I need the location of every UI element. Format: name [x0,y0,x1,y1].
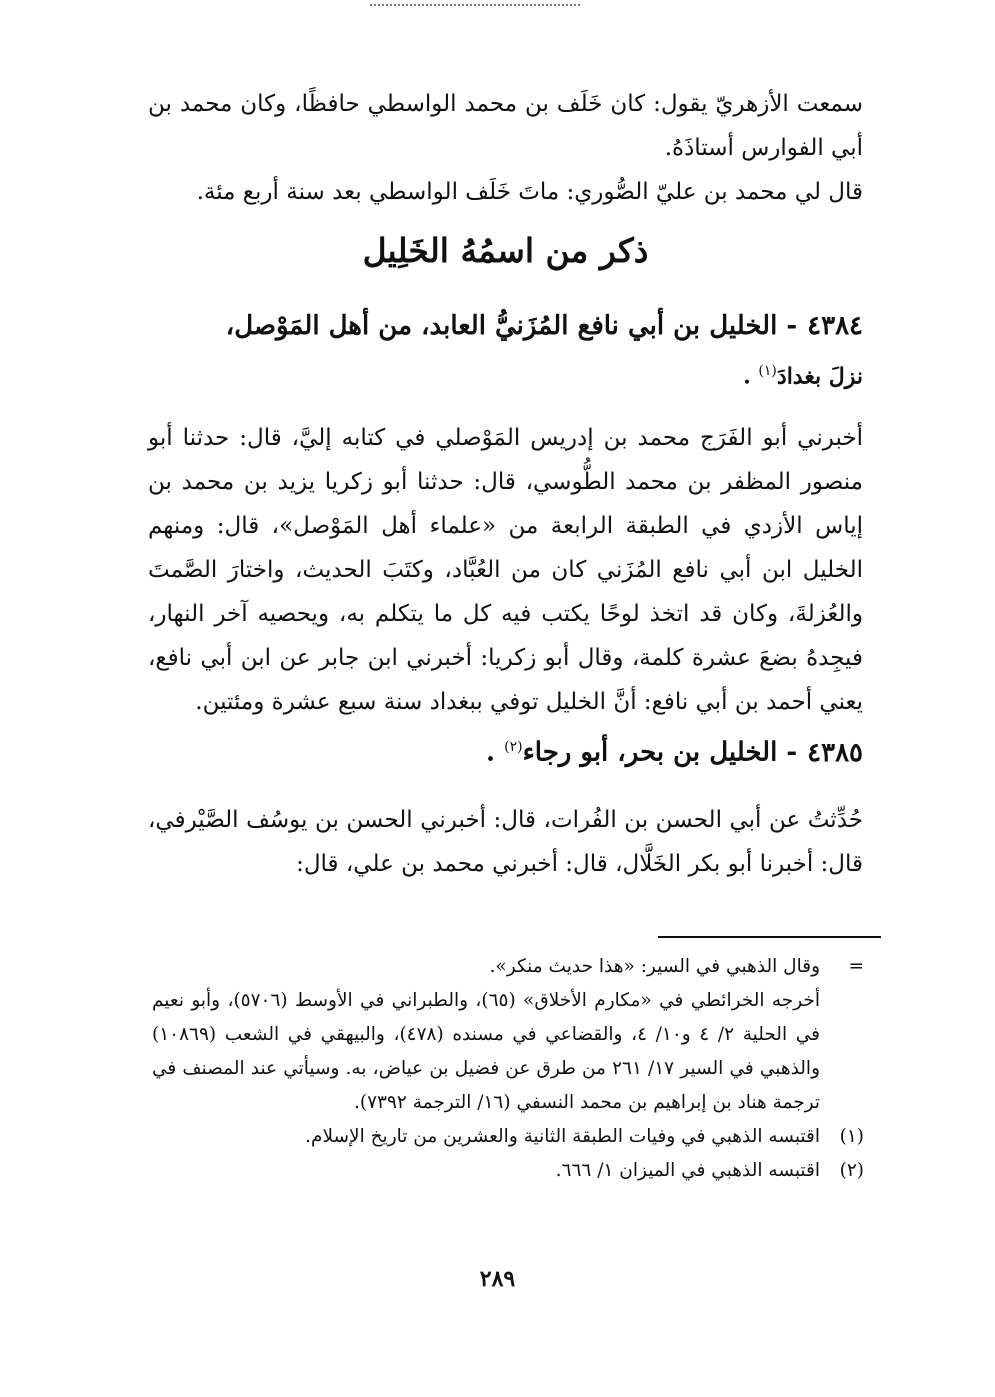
page-body [148,82,863,886]
entry-4384-title-cont: نزلَ بغدادَ [776,363,863,390]
footnote-text: وقال الذهبي في السير: «هذا حديث منكر». [489,956,820,977]
intro-paragraph-2: قال لي محمد بن عليّ الصُّوري: ماتَ خَلَف الواسطي بعد سنة أربع مئة. [196,179,863,205]
intro-paragraph-1: سمعت الأزهريّ يقول: كان خَلَف بن محمد الواسطي حافظًا، وكان محمد بن أبي الفوارس أستاذَهُ. [148,91,863,161]
entry-4384-title: - الخليل بن أبي نافع المُزَنيُّ العابد، من أهل المَوْصل، [225,311,798,341]
footnote-mark: (٢) [839,1160,864,1181]
footnotes [152,950,864,1188]
page-number: ٢٨٩ [479,1266,516,1292]
footnote-ref-2: (٢) [504,739,523,756]
footnote-2 [152,1154,864,1188]
footnote-continuation [152,950,864,984]
footnote-mark: (١) [839,1126,864,1147]
footnote-ref-1: (١) [758,363,777,379]
footnote-1 [152,1120,864,1154]
entry-4384-number: ٤٣٨٤ [807,311,863,341]
footnote-continuation-2 [152,984,864,1120]
entry-4385-title-end: . [485,737,496,768]
entry-4385-title: - الخليل بن بحر، أبو رجاء [522,737,798,768]
entry-4385-heading [148,724,863,776]
entry-4384-heading [148,303,863,349]
footnote-text: اقتبسه الذهبي في وفيات الطبقة الثانية والعشرين من تاريخ الإسلام. [305,1126,820,1147]
entry-4384-heading-cont [148,349,863,398]
footnote-text: اقتبسه الذهبي في الميزان ١/ ٦٦٦. [555,1160,820,1181]
section-title: ذكر من اسمُهُ الخَلِيل [362,231,649,270]
entry-4384-title-end: . [743,363,751,390]
scan-top-mark [370,4,580,10]
footnote-mark: = [848,956,864,977]
entry-4385-body: حُدِّثتُ عن أبي الحسن بن الفُرات، قال: أخبرني الحسن بن يوسُف الصَّيْرفي، قال: أخبرنا أبو بكر الخَلَّال، قال: أخبرني محمد بن علي، قال: [148,806,863,877]
entry-4385-number: ٤٣٨٥ [807,737,863,768]
footnote-separator [658,936,881,938]
footnote-text: أخرجه الخرائطي في «مكارم الأخلاق» (٦٥)، والطبراني في الأوسط (٥٧٠٦)، وأبو نعيم في الحلية ٢/ ٤ و١٠/ ٤، والقضاعي في مسنده (٤٧٨)، والبيهقي في الشعب (١٠٨٦٩) والذهبي في السير ١٧/ ٢٦١ من طرق عن فضيل بن عياض، به. وسيأتي عند المصنف في ترجمة هناد بن إبراهيم بن محمد النسفي (١٦/ الترجمة ٧٣٩٢). [152,990,821,1113]
entry-4384-body: أخبرني أبو الفَرَج محمد بن إدريس المَوْصلي في كتابه إليَّ، قال: حدثنا أبو منصور المظفر بن محمد الطُّوسي، قال: حدثنا أبو زكريا يزيد بن محمد بن إياس الأزدي في الطبقة الرابعة من «علماء أهل المَوْصل»، قال: ومنهم الخليل ابن أبي نافع المُزَني كان من العُبَّاد، وكتَبَ الحديث، واختارَ الصَّمتَ والعُزلةَ، وكان قد اتخذ لوحًا يكتب فيه كل ما يتكلم به، ويحصيه آخر النهار، فيجِدهُ بضعَ عشرة كلمة، وقال أبو زكريا: أخبرني ابن جابر عن ابن أبي نافع، يعني أحمد بن أبي نافع: أنَّ الخليل توفي ببغداد سنة سبع عشرة ومئتين. [148,425,863,716]
